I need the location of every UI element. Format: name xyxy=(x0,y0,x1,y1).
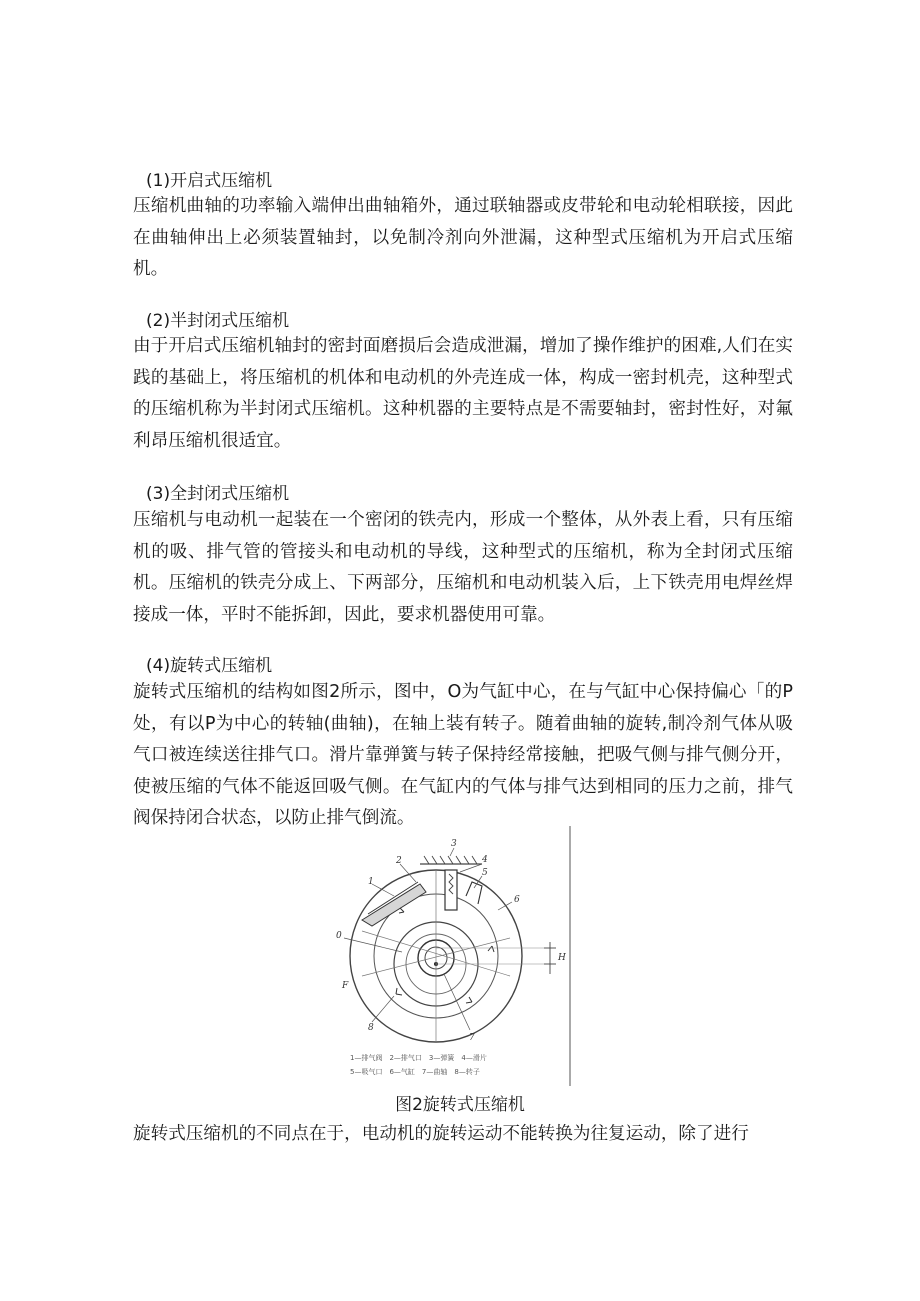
callout-2: 2 xyxy=(396,856,402,866)
section-4-body: 旋转式压缩机的结构如图2所示，图中，O为气缸中心，在与气缸中心保持偏心「的P处，有以P为中心的转轴(曲轴)，在轴上装有转子。随着曲轴的旋转,制冷剂气体从吸气口被连续送往排气口。滑片靠弹簧与转子保持经常接触，把吸气侧与排气侧分开，使被压缩的气体不能返回吸气侧。在气缸内的气体与排气达到相同的压力之前，排气阀保持闭合状态，以防止排气倒流。 xyxy=(133,682,793,829)
callout-3: 3 xyxy=(451,839,457,849)
figure-caption: 图2旋转式压缩机 xyxy=(395,1095,525,1115)
callout-5: 5 xyxy=(482,868,488,878)
section-4-heading: (4)旋转式压缩机 xyxy=(146,656,273,676)
section-2-heading: (2)半封闭式压缩机 xyxy=(146,311,290,331)
callout-8: 8 xyxy=(368,1023,374,1033)
callout-4: 4 xyxy=(482,855,488,865)
rotary-compressor-figure xyxy=(332,826,574,1086)
closing-paragraph: 旋转式压缩机的不同点在于，电动机的旋转运动不能转换为往复运动，除了进行 xyxy=(133,1124,749,1144)
legend-row-1: 1—排气阀 2—排气口 3—弹簧 4—滑片 xyxy=(350,1054,487,1062)
section-3-heading: (3)全封闭式压缩机 xyxy=(146,484,290,504)
callout-H: H xyxy=(558,953,566,963)
section-2-body: 由于开启式压缩机轴封的密封面磨损后会造成泄漏，增加了操作维护的困难,人们在实践的基础上，将压缩机的机体和电动机的外壳连成一体，构成一密封机壳，这种型式的压缩机称为半封闭式压缩机。这种机器的主要特点是不需要轴封，密封性好，对氟利昂压缩机很适宜。 xyxy=(133,336,793,451)
rotary-compressor-diagram xyxy=(332,826,574,1086)
section-3-body: 压缩机与电动机一起装在一个密闭的铁壳内，形成一个整体，从外表上看，只有压缩机的吸、排气管的管接头和电动机的导线，这种型式的压缩机，称为全封闭式压缩机。压缩机的铁壳分成上、下两部分，压缩机和电动机装入后，上下铁壳用电焊丝焊接成一体，平时不能拆卸，因此，要求机器使用可靠。 xyxy=(133,510,793,625)
legend-row-2: 5—吸气口 6—气缸 7—曲轴 8—转子 xyxy=(350,1068,480,1076)
section-1-body: 压缩机曲轴的功率输入端伸出曲轴箱外，通过联轴器或皮带轮和电动轮相联接，因此在曲轴伸出上必须装置轴封，以免制冷剂向外泄漏，这种型式压缩机为开启式压缩机。 xyxy=(133,196,793,280)
callout-1: 1 xyxy=(368,877,374,887)
callout-6: 6 xyxy=(514,895,520,905)
callout-F: F xyxy=(342,981,349,991)
section-1-heading: (1)开启式压缩机 xyxy=(146,171,273,191)
callout-7: 7 xyxy=(469,1033,475,1043)
callout-0: 0 xyxy=(336,931,342,941)
